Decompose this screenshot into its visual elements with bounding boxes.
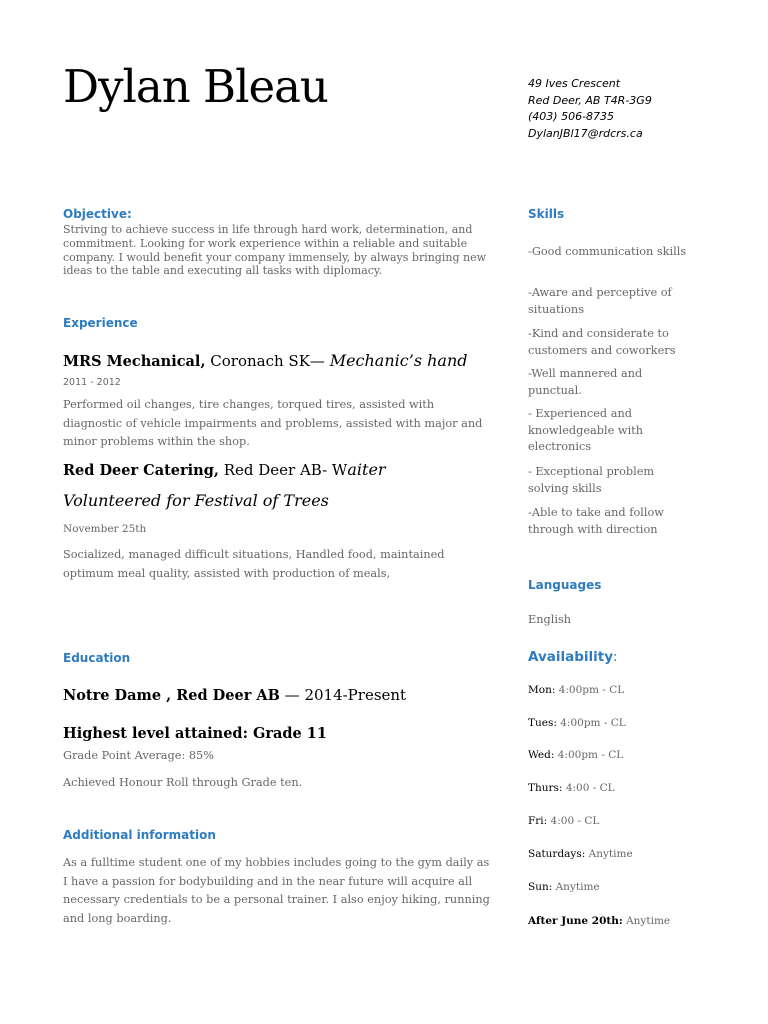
email-address: DylanJBl17@rdcrs.ca (528, 126, 643, 140)
school-line (63, 686, 406, 704)
resume-name: Dylan Bleau (63, 60, 328, 113)
job-location: Coronach SK— (210, 352, 325, 370)
honours-text: Achieved Honour Roll through Grade ten. (63, 776, 303, 789)
phone-number: (403) 506-8735 (528, 110, 615, 123)
school-years: — 2014-Present (279, 686, 407, 704)
language-value: English (528, 613, 572, 626)
availability-row (528, 915, 670, 927)
gpa-text: Grade Point Average: 85% (63, 749, 214, 762)
job-role: Mechanic’s hand (329, 351, 468, 370)
availability-time: Anytime (622, 915, 671, 927)
availability-day: Fri: (528, 815, 548, 827)
school-name: Notre Dame , Red Deer AB (63, 687, 280, 704)
availability-time: 4:00pm - CL (556, 717, 626, 729)
languages-heading: Languages (528, 578, 602, 592)
job-title-line (63, 460, 386, 479)
availability-day: Tues: (528, 717, 557, 729)
availability-time: Anytime (552, 881, 600, 893)
skill-item: -Able to take and follow through with direction (528, 506, 664, 536)
availability-row (528, 848, 633, 860)
availability-heading-text: Availability (528, 649, 614, 665)
availability-time: Anytime (585, 848, 633, 860)
availability-heading (528, 649, 618, 665)
job-dates: November 25th (63, 523, 147, 535)
address-line-1: 49 Ives Crescent (528, 77, 621, 90)
experience-heading: Experience (63, 316, 138, 330)
availability-row (528, 717, 626, 729)
skill-item: -Kind and considerate to customers and coworkers (528, 327, 676, 357)
job-subtitle: Volunteered for Festival of Trees (63, 491, 329, 510)
job-company: Red Deer Catering, (63, 462, 219, 479)
job-dates: 2011 - 2012 (63, 377, 121, 388)
education-level (63, 724, 327, 742)
address-line-2: Red Deer, AB T4R-3G9 (528, 93, 652, 107)
availability-colon: : (613, 649, 618, 665)
availability-time: 4:00 - CL (547, 815, 600, 827)
education-heading: Education (63, 651, 131, 665)
objective-text: Striving to achieve success in life through hard work, determination, and commitment. Looking for work experience within a reliable and suitable company. I would benefit your company immensely, by always bringing new ideas to the table and executing all tasks with diplomacy. (63, 223, 486, 278)
availability-time: 4:00pm - CL (555, 684, 625, 696)
additional-heading: Additional information (63, 828, 216, 842)
education-level-text: Highest level attained: Grade 11 (63, 725, 327, 742)
availability-row (528, 749, 623, 761)
availability-day: Saturdays: (528, 848, 586, 860)
availability-time: 4:00pm - CL (554, 749, 624, 761)
availability-row (528, 881, 600, 893)
availability-day: Wed: (528, 749, 555, 761)
job-role: aiter (347, 460, 386, 479)
job-description: Performed oil changes, tire changes, torqued tires, assisted with diagnostic of vehicle impairments and problems, assisted with major and minor problems within the shop. (63, 398, 483, 448)
availability-row (528, 684, 624, 696)
availability-day: Thurs: (528, 782, 563, 794)
availability-day: After June 20th: (528, 915, 623, 927)
availability-time: 4:00 - CL (562, 782, 615, 794)
availability-day: Sun: (528, 881, 553, 893)
job-company: MRS Mechanical, (63, 353, 206, 370)
skill-item: -Aware and perceptive of situations (528, 286, 672, 316)
availability-row (528, 815, 599, 827)
skill-item: - Experienced and knowledgeable with electronics (528, 407, 643, 453)
availability-row (528, 782, 615, 794)
job-location: Red Deer AB- W (223, 461, 348, 479)
objective-heading: Objective: (63, 207, 132, 221)
skills-heading: Skills (528, 207, 565, 221)
skill-item: -Well mannered and punctual. (528, 367, 643, 397)
availability-day: Mon: (528, 684, 556, 696)
contact-block (528, 76, 652, 142)
job-description: Socialized, managed difficult situations, Handled food, maintained optimum meal quality, assisted with production of meals, (63, 548, 445, 580)
additional-text: As a fulltime student one of my hobbies includes going to the gym daily as I have a passion for bodybuilding and in the near future will acquire all necessary credentials to be a personal trainer. I also enjoy hiking, running and long boarding. (63, 856, 490, 925)
job-title-line (63, 351, 468, 370)
skill-item: -Good communication skills (528, 245, 687, 258)
skill-item: - Exceptional problem solving skills (528, 465, 655, 495)
